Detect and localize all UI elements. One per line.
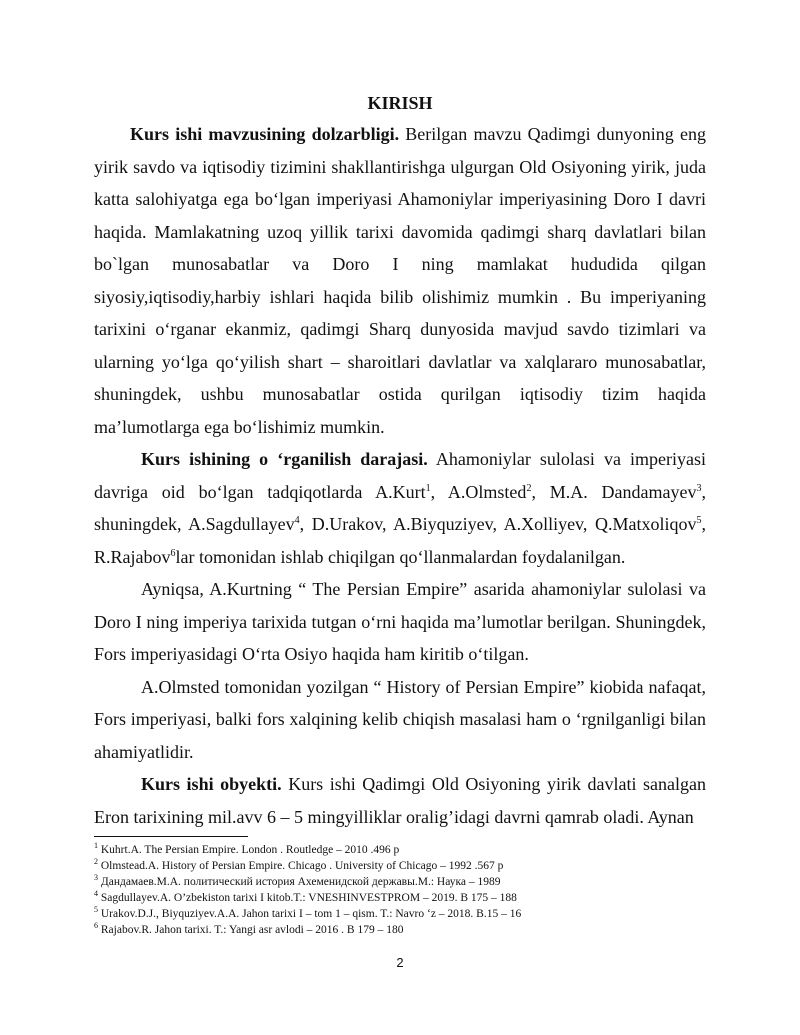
page-title: KIRISH <box>367 93 433 113</box>
footnote-1 <box>94 842 706 858</box>
footnote-number: 6 <box>94 921 98 931</box>
study-level-heading: Kurs ishining o ‘rganilish darajasi. <box>141 449 428 469</box>
footnote-ref-3: 3 <box>696 482 702 494</box>
footnote-separator <box>94 836 248 837</box>
paragraph-relevance <box>94 118 706 443</box>
paragraph-object <box>94 768 706 833</box>
study-text-1: Ahamoniylar sulolasi va imperiyasi davriga oid bo‘lgan tadqiqotlarda A.Kurt <box>94 449 706 502</box>
study-text-6: , R.Rajabov <box>94 514 706 567</box>
study-text-5: , D.Urakov, A.Biyquziyev, A.Xolliyev, Q.Matxoliqov <box>299 514 697 534</box>
study-text-7: lar tomonidan ishlab chiqilgan qo‘llanmalardan foydalanilgan. <box>175 546 626 567</box>
relevance-text: Berilgan mavzu Qadimgi dunyoning eng yirik savdo va iqtisodiy tizimini shakllantirishga ulgurgan Old Osiyoning yirik, juda katta salohiyatga ega bo‘lgan imperiyasi Ahamoniylar imperiyasining Doro I davri haqida. Mamlakatning uzoq yillik tarixi davomida qadimgi sharq davlatlari bilan bo`lgan munosabatlar va Doro I ning mamlakat hududida qilgan siyosiy,iqtisodiy,harbiy ishlari haqida bilib olishimiz mumkin . Bu imperiyaning tarixini o‘rganar ekanmiz, qadimgi Sharq dunyosida mavjud savdo tizimlari va ularning yo‘lga qo‘yilish shart – sharoitlari davlatlar va xalqlararo munosabatlar, shuningdek, ushbu munosabatlar ostida qurilgan iqtisodiy tizim haqida ma’lumotlarga ega bo‘lishimiz mumkin. <box>94 124 706 437</box>
footnote-text: Urakov.D.J., Biyquziyev.A.A. Jahon tarixi I – tom 1 – qism. T.: Navro ‘z – 2018. B.15 – 16 <box>98 908 522 920</box>
main-text <box>94 118 706 833</box>
paragraph-olmsted: A.Olmsted tomonidan yozilgan “ History of Persian Empire” kiobida nafaqat, Fors imperiyasi, balki fors xalqining kelib chiqish masalasi ham o ‘rgnilganligi bilan ahamiyatlidir. <box>94 676 706 762</box>
footnote-ref-5: 5 <box>696 515 702 526</box>
footnote-ref-2: 2 <box>526 482 532 494</box>
footnote-4 <box>94 890 706 906</box>
footnote-number: 3 <box>94 873 98 883</box>
footnote-6 <box>94 922 706 938</box>
footnote-number: 5 <box>94 905 98 915</box>
footnote-ref-1: 1 <box>425 482 431 494</box>
object-heading: Kurs ishi obyekti. <box>141 774 282 794</box>
footnotes <box>94 842 706 938</box>
page-number: 2 <box>396 955 404 970</box>
footnote-text: Sagdullayev.A. O’zbekiston tarixi I kitob.T.: VNESHINVESTPROM – 2019. B 175 – 188 <box>98 892 517 904</box>
footnote-text: Rajabov.R. Jahon tarixi. T.: Yangi asr avlodi – 2016 . B 179 – 180 <box>98 924 404 936</box>
footnote-text: Kuhrt.A. The Persian Empire. London . Routledge – 2010 .496 p <box>98 844 400 856</box>
footnote-text: Olmstead.A. History of Persian Empire. Chicago . University of Chicago – 1992 .567 p <box>98 860 504 872</box>
footnote-number: 1 <box>94 841 98 851</box>
footnote-5 <box>94 906 706 922</box>
footnote-number: 2 <box>94 857 98 867</box>
paragraph-study-level <box>94 443 706 573</box>
study-text-2: , A.Olmsted <box>430 481 527 502</box>
footnote-ref-6: 6 <box>170 547 176 559</box>
study-text-3: , M.A. Dandamayev <box>531 481 697 502</box>
study-text-4: , shuningdek, A.Sagdullayev <box>94 481 706 534</box>
object-text: Kurs ishi Qadimgi Old Osiyoning yirik davlati sanalgan Eron tarixining mil.avv 6 – 5 mingyilliklar oralig’idagi davrni qamrab oladi. Aynan <box>94 774 707 827</box>
footnote-2 <box>94 858 706 874</box>
relevance-heading: Kurs ishi mavzusining dolzarbligi. <box>130 124 400 144</box>
footnote-3 <box>94 874 706 890</box>
footnote-text: Дандамаев.М.А. политический история Ахеменидской державы.М.: Наука – 1989 <box>98 876 501 888</box>
footnote-ref-4: 4 <box>294 515 300 526</box>
paragraph-kurt: Ayniqsa, A.Kurtning “ The Persian Empire” asarida ahamoniylar sulolasi va Doro I ning imperiya tarixida tutgan o‘rni haqida ma’lumotlar berilgan. Shuningdek, Fors imperiyasidagi O‘rta Osiyo haqida ham kiritib o‘tilgan. <box>94 579 706 664</box>
footnote-number: 4 <box>94 889 98 899</box>
